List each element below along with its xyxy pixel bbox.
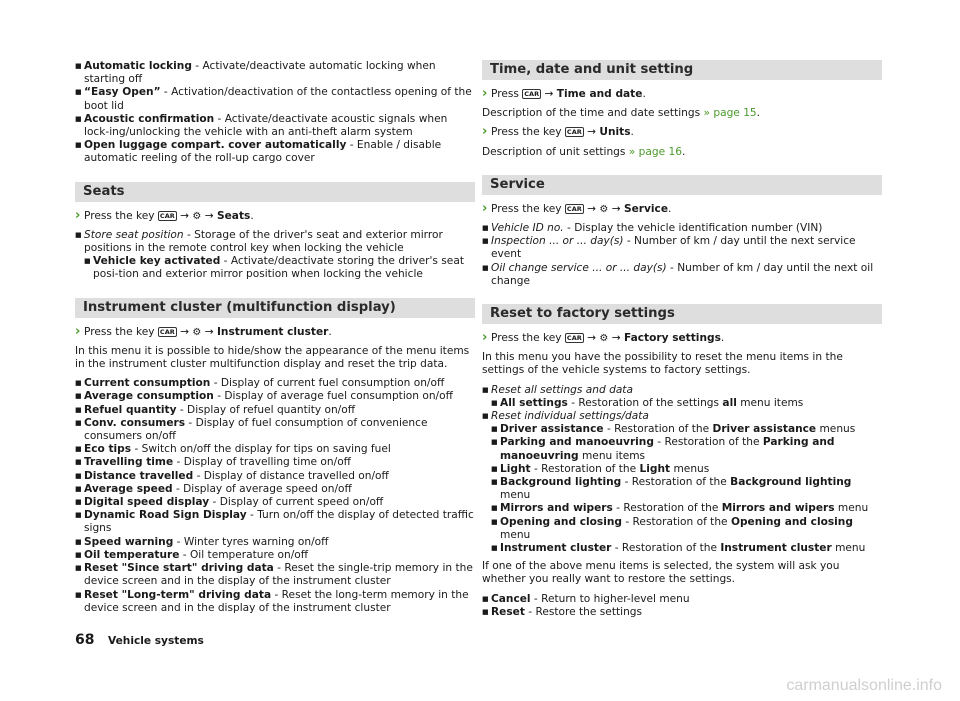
list-subitem: ■ Opening and closing - Restoration of the Opening and closing menu xyxy=(482,516,882,542)
list-item: ■ Digital speed display - Display of current speed on/off xyxy=(75,496,475,509)
list-item: ■ Acoustic confirmation - Activate/deactivate acoustic signals when lock-ing/unlocking the vehicle with an anti-theft alarm system xyxy=(75,113,475,139)
list-subitem: ■ Mirrors and wipers - Restoration of the Mirrors and wipers menu xyxy=(482,502,882,515)
instruction-step: › Press the key CAR → ⚙ → Seats. xyxy=(75,210,475,223)
list-item: ■ Distance travelled - Display of distance travelled on/off xyxy=(75,470,475,483)
instruction-step: › Press the key CAR → ⚙ → Service. xyxy=(482,203,882,216)
arrow-icon: → xyxy=(204,325,214,338)
list-subitem: ■ All settings - Restoration of the settings all menu items xyxy=(482,397,882,410)
gear-icon: ⚙ xyxy=(192,210,202,222)
right-column xyxy=(482,60,882,619)
page-link[interactable]: » page 15 xyxy=(703,107,757,120)
section-heading-seats: Seats xyxy=(75,182,475,202)
arrow-icon: → xyxy=(611,202,621,215)
list-item: ■ Reset "Since start" driving data - Reset the single-trip memory in the device screen and in the display of the instrument cluster xyxy=(75,562,475,588)
list-item: ■ Inspection ... or ... day(s) - Number of km / day until the next service event xyxy=(482,235,882,261)
instruction-step: › Press the key CAR → Units. xyxy=(482,126,882,139)
list-item: ■ Refuel quantity - Display of refuel quantity on/off xyxy=(75,404,475,417)
paragraph: If one of the above menu items is selected, the system will ask you whether you really want to restore the settings. xyxy=(482,560,840,586)
instruction-step: › Press the key CAR → ⚙ → Instrument cluster. xyxy=(75,326,475,339)
arrow-icon: → xyxy=(587,202,596,215)
feature-list xyxy=(75,60,475,166)
list-subitem: ■ Background lighting - Restoration of the Background lighting menu xyxy=(482,476,882,502)
left-column xyxy=(75,60,475,615)
section-heading-factory-reset: Reset to factory settings xyxy=(482,304,882,324)
list-item: ■ Automatic locking - Activate/deactivate automatic locking when starting off xyxy=(75,60,475,86)
list-subitem: ■ Vehicle key activated - Activate/deactivate storing the driver's seat posi-tion and exterior mirror position when locking the vehicle xyxy=(75,255,475,281)
list-item: ■ Conv. consumers - Display of fuel consumption of convenience consumers on/off xyxy=(75,417,475,443)
list-item: ■ Reset - Restore the settings xyxy=(482,606,882,619)
list-subitem: ■ Driver assistance - Restoration of the Driver assistance menus xyxy=(482,423,882,436)
list-item: ■ Average speed - Display of average speed on/off xyxy=(75,483,475,496)
arrow-icon: → xyxy=(204,209,214,222)
car-key-icon: CAR xyxy=(566,204,582,213)
list-item: ■ Open luggage compart. cover automatically - Enable / disable automatic reeling of the roll-up cargo cover xyxy=(75,139,475,165)
car-key-icon: CAR xyxy=(159,211,175,220)
instruction-step: › Press CAR → Time and date. xyxy=(482,88,882,101)
list-item: ■ Oil change service ... or ... day(s) - Number of km / day until the next oil change xyxy=(482,262,882,288)
gear-icon: ⚙ xyxy=(599,333,609,345)
arrow-icon: → xyxy=(180,209,189,222)
paragraph: Description of unit settings » page 16. xyxy=(482,145,686,158)
list-item: ■ Cancel - Return to higher-level menu xyxy=(482,593,882,606)
list-item: ■ Travelling time - Display of travelling time on/off xyxy=(75,456,475,469)
arrow-icon: → xyxy=(180,325,189,338)
list-item: ■ Vehicle ID no. - Display the vehicle identification number (VIN) xyxy=(482,222,882,235)
list-item: ■ Reset individual settings/data xyxy=(482,410,882,423)
instruction-step: › Press the key CAR → ⚙ → Factory settings. xyxy=(482,332,882,345)
section-heading-time-date: Time, date and unit setting xyxy=(482,60,882,80)
list-subitem: ■ Instrument cluster - Restoration of the Instrument cluster menu xyxy=(482,542,882,555)
car-key-icon: CAR xyxy=(566,334,582,343)
list-item: ■ Speed warning - Winter tyres warning on/off xyxy=(75,536,475,549)
arrow-icon: → xyxy=(587,332,596,345)
list-item: ■ Reset "Long-term" driving data - Reset the long-term memory in the device screen and in the display of the instrument cluster xyxy=(75,589,475,615)
list-item: ■ Reset all settings and data xyxy=(482,384,882,397)
list-item: ■ Eco tips - Switch on/off the display for tips on saving fuel xyxy=(75,443,475,456)
gear-icon: ⚙ xyxy=(599,203,609,215)
list-item: ■ Dynamic Road Sign Display - Turn on/off the display of detected traffic signs xyxy=(75,509,475,535)
watermark: carmanualsonline.info xyxy=(786,677,942,694)
list-item: ■ “Easy Open” - Activation/deactivation of the contactless opening of the boot lid xyxy=(75,86,475,112)
arrow-icon: → xyxy=(587,126,596,139)
paragraph: Description of the time and date settings » page 15. xyxy=(482,107,761,120)
footer-title: Vehicle systems xyxy=(107,635,204,647)
arrow-icon: → xyxy=(544,88,554,100)
car-key-icon: CAR xyxy=(566,128,582,137)
car-key-icon: CAR xyxy=(159,327,175,336)
list-subitem: ■ Parking and manoeuvring - Restoration of the Parking and manoeuvring menu items xyxy=(482,436,882,462)
page-footer xyxy=(75,632,204,648)
section-heading-service: Service xyxy=(482,175,882,195)
gear-icon: ⚙ xyxy=(192,326,202,338)
list-item: ■ Oil temperature - Oil temperature on/off xyxy=(75,549,475,562)
list-subitem: ■ Light - Restoration of the Light menus xyxy=(482,463,882,476)
paragraph: In this menu it is possible to hide/show the appearance of the menu items in the instrument cluster multifunction display and reset the trip data. xyxy=(75,344,470,371)
list-item: ■ Store seat position - Storage of the driver's seat and exterior mirror positions in the remote control key when locking the vehicle xyxy=(75,229,475,255)
section-heading-instrument-cluster: Instrument cluster (multifunction display) xyxy=(75,298,475,318)
page-link[interactable]: » page 16 xyxy=(628,145,682,158)
paragraph: In this menu you have the possibility to reset the menu items in the settings of the vehicle systems to factory settings. xyxy=(482,351,843,377)
car-key-icon: CAR xyxy=(524,90,540,98)
cluster-list xyxy=(75,377,475,615)
list-item: ■ Current consumption - Display of current fuel consumption on/off xyxy=(75,377,475,390)
arrow-icon: → xyxy=(611,332,621,345)
list-item: ■ Average consumption - Display of average fuel consumption on/off xyxy=(75,390,475,403)
page-number: 68 xyxy=(75,632,95,648)
